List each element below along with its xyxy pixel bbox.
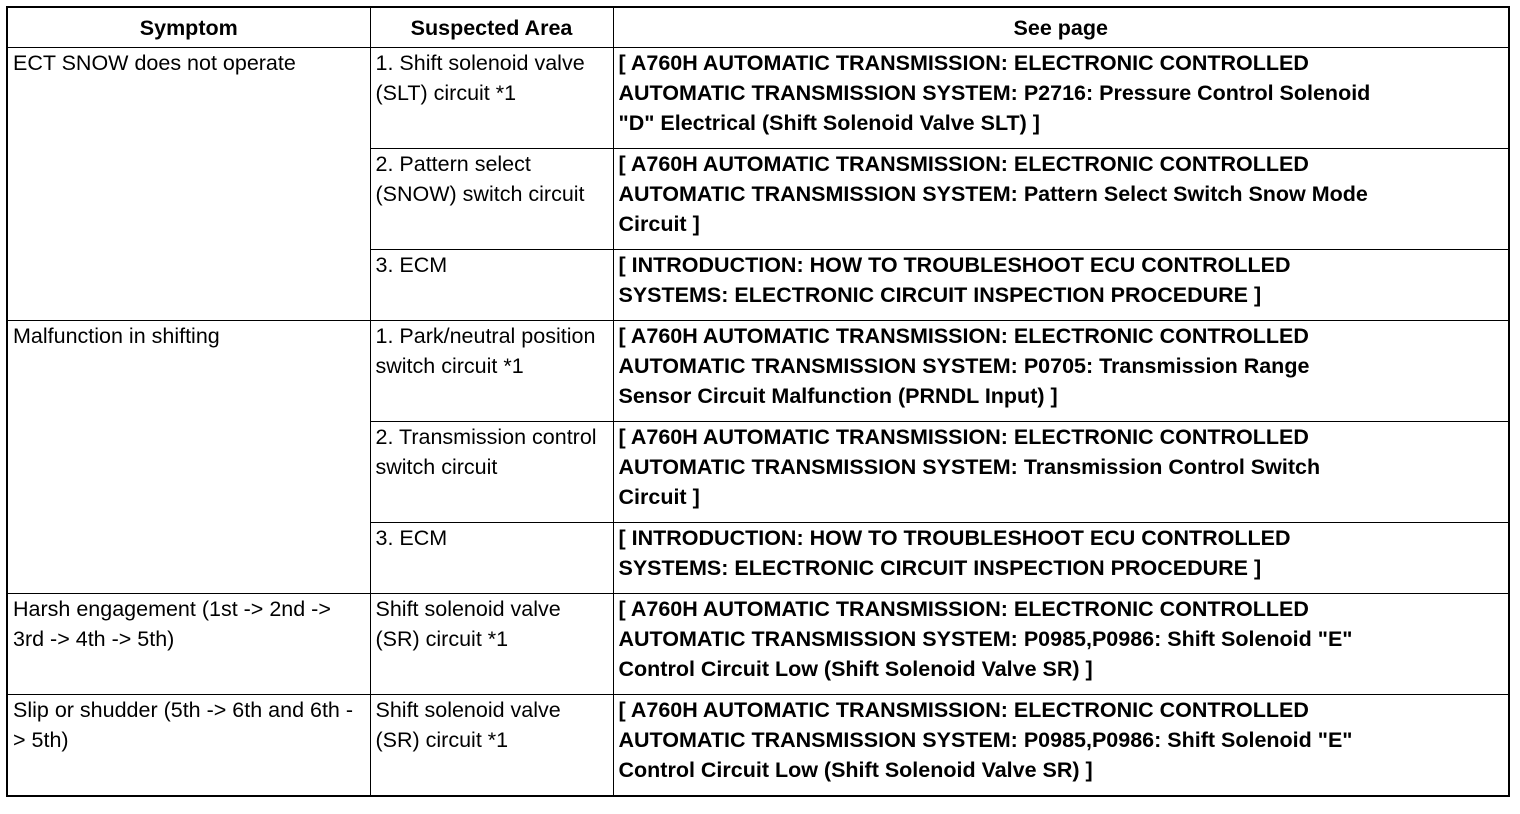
header-symptom: Symptom [7, 7, 370, 48]
see-page-line: SYSTEMS: ELECTRONIC CIRCUIT INSPECTION PROCEDURE ] [618, 556, 1262, 580]
see-page-line: [ A760H AUTOMATIC TRANSMISSION: ELECTRONIC CONTROLLED [618, 597, 1309, 621]
header-see-page: See page [613, 7, 1509, 48]
see-page-link[interactable] [613, 321, 1509, 422]
see-page-line: AUTOMATIC TRANSMISSION SYSTEM: Pattern Select Switch Snow Mode [618, 182, 1368, 206]
suspected-area-cell: 3. ECM [370, 250, 613, 321]
see-page-line: "D" Electrical (Shift Solenoid Valve SLT) ] [618, 111, 1040, 135]
see-page-link[interactable] [613, 523, 1509, 594]
see-page-line: Sensor Circuit Malfunction (PRNDL Input) ] [618, 384, 1058, 408]
see-page-line: AUTOMATIC TRANSMISSION SYSTEM: P0705: Transmission Range [618, 354, 1310, 378]
troubleshooting-table [6, 6, 1510, 797]
see-page-line: Control Circuit Low (Shift Solenoid Valve SR) ] [618, 758, 1093, 782]
header-suspected-area: Suspected Area [370, 7, 613, 48]
see-page-link[interactable] [613, 594, 1509, 695]
see-page-line: AUTOMATIC TRANSMISSION SYSTEM: P2716: Pressure Control Solenoid [618, 81, 1371, 105]
header-row [7, 7, 1509, 48]
see-page-link[interactable] [613, 250, 1509, 321]
see-page-line: [ INTRODUCTION: HOW TO TROUBLESHOOT ECU CONTROLLED [618, 253, 1291, 277]
symptom-cell: Harsh engagement (1st -> 2nd -> 3rd -> 4th -> 5th) [7, 594, 370, 695]
see-page-line: [ INTRODUCTION: HOW TO TROUBLESHOOT ECU CONTROLLED [618, 526, 1291, 550]
see-page-line: [ A760H AUTOMATIC TRANSMISSION: ELECTRONIC CONTROLLED [618, 698, 1309, 722]
see-page-line: AUTOMATIC TRANSMISSION SYSTEM: P0985,P0986: Shift Solenoid "E" [618, 728, 1353, 752]
see-page-line: [ A760H AUTOMATIC TRANSMISSION: ELECTRONIC CONTROLLED [618, 425, 1309, 449]
see-page-line: [ A760H AUTOMATIC TRANSMISSION: ELECTRONIC CONTROLLED [618, 152, 1309, 176]
suspected-area-cell: 1. Shift solenoid valve (SLT) circuit *1 [370, 48, 613, 149]
suspected-area-cell: Shift solenoid valve (SR) circuit *1 [370, 594, 613, 695]
table-row [7, 48, 1509, 149]
suspected-area-cell: Shift solenoid valve (SR) circuit *1 [370, 695, 613, 797]
symptom-cell: Slip or shudder (5th -> 6th and 6th -> 5th) [7, 695, 370, 797]
symptom-cell: Malfunction in shifting [7, 321, 370, 594]
see-page-line: Control Circuit Low (Shift Solenoid Valve SR) ] [618, 657, 1093, 681]
see-page-line: Circuit ] [618, 485, 700, 509]
see-page-line: AUTOMATIC TRANSMISSION SYSTEM: P0985,P0986: Shift Solenoid "E" [618, 627, 1353, 651]
see-page-line: AUTOMATIC TRANSMISSION SYSTEM: Transmission Control Switch [618, 455, 1321, 479]
symptom-cell: ECT SNOW does not operate [7, 48, 370, 321]
table-row [7, 321, 1509, 422]
see-page-line: SYSTEMS: ELECTRONIC CIRCUIT INSPECTION PROCEDURE ] [618, 283, 1262, 307]
see-page-line: Circuit ] [618, 212, 700, 236]
see-page-link[interactable] [613, 149, 1509, 250]
suspected-area-cell: 1. Park/neutral position switch circuit *1 [370, 321, 613, 422]
see-page-line: [ A760H AUTOMATIC TRANSMISSION: ELECTRONIC CONTROLLED [618, 324, 1309, 348]
table-row [7, 594, 1509, 695]
suspected-area-cell: 3. ECM [370, 523, 613, 594]
table-row [7, 695, 1509, 797]
see-page-link[interactable] [613, 422, 1509, 523]
see-page-line: [ A760H AUTOMATIC TRANSMISSION: ELECTRONIC CONTROLLED [618, 51, 1309, 75]
see-page-link[interactable] [613, 48, 1509, 149]
suspected-area-cell: 2. Pattern select (SNOW) switch circuit [370, 149, 613, 250]
suspected-area-cell: 2. Transmission control switch circuit [370, 422, 613, 523]
see-page-link[interactable] [613, 695, 1509, 797]
